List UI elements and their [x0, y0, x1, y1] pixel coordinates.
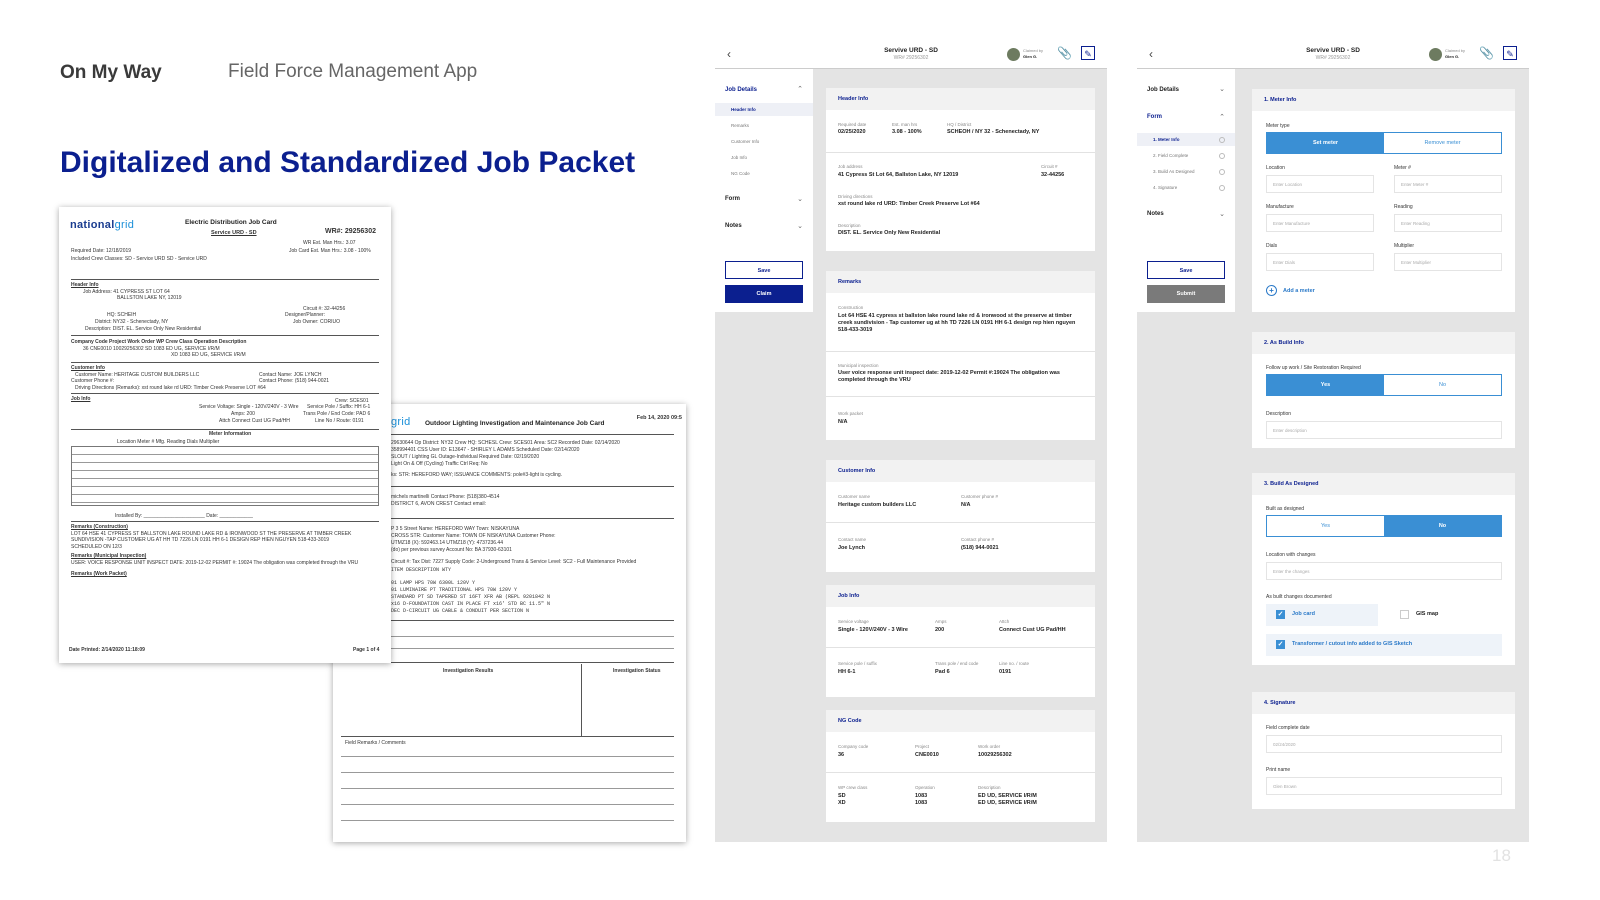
- transformer-checkbox[interactable]: [1266, 634, 1502, 656]
- print-name-input[interactable]: Glen Brown: [1266, 777, 1502, 795]
- customer-info-card: [826, 460, 1095, 572]
- chevron-down-icon[interactable]: ⌄: [797, 223, 803, 230]
- field-label: Multiplier: [1394, 243, 1415, 249]
- sidebar: [715, 69, 813, 312]
- doc1-section: Header Info: [71, 282, 99, 288]
- yes-option[interactable]: Yes: [1267, 516, 1384, 536]
- doc1-section: Remarks (Municipal Inspection): [71, 553, 147, 559]
- doc1-table-row: 36 CNE0010 10029256302 SD 1083 ED UG, SERVICE I/R/M: [83, 346, 220, 352]
- wr-number: WR# 29256302: [1315, 55, 1351, 61]
- brand-title: On My Way: [60, 62, 162, 83]
- location-input[interactable]: Enter Location: [1266, 175, 1374, 193]
- doc1-service: Service URD - SD: [211, 230, 257, 236]
- doc1-municipal: USER: VOICE RESPONSE UNIT INSPECT DATE: 2019-12-02 PERMIT #: 19024 The obligation was completed through the VRU: [71, 560, 359, 566]
- contact-name: Joe Lynch: [838, 545, 865, 551]
- field-label: Line no. / route: [999, 661, 1030, 666]
- follow-up-toggle[interactable]: [1266, 374, 1502, 396]
- field-label: Customer phone #: [961, 494, 999, 499]
- field-complete-date-input[interactable]: 02/24/2020: [1266, 735, 1502, 753]
- card-title: 4. Signature: [1252, 692, 1515, 714]
- gis-map-checkbox[interactable]: [1390, 604, 1502, 626]
- job-description: DIST. EL. Service Only New Residential: [838, 230, 941, 236]
- wp-crew-class: SD XD: [838, 793, 846, 806]
- chevron-down-icon[interactable]: ⌄: [1219, 211, 1225, 218]
- form-screen: [1137, 39, 1529, 842]
- contact-phone: (518) 944-0021: [961, 545, 999, 551]
- dials-input[interactable]: Enter Dials: [1266, 253, 1374, 271]
- doc2-material: ITEM DESCRIPTION WTY: [391, 567, 452, 573]
- card-title: Job Info: [826, 585, 1095, 607]
- status-radio: [1219, 153, 1225, 159]
- field-label: Reading: [1394, 204, 1413, 210]
- doc2-line: 29630644 Op District: NY32 Crew HQ: SCHESL Crew: SCES01 Area: SC2 Recorded Date: 02/14/2020: [391, 440, 620, 446]
- card-title: NG Code: [826, 710, 1095, 732]
- doc2-line: ks: STR: HEREFORD WAY; ISSUANCE COMMENTS: pole#3-light is cycling.: [391, 472, 563, 478]
- claimed-by-label: Claimed by: [1445, 48, 1466, 53]
- avatar: [1429, 48, 1442, 61]
- no-option[interactable]: No: [1384, 516, 1501, 536]
- meter-type-toggle[interactable]: [1266, 132, 1502, 154]
- doc2-material: DEC D-CIRCUIT UG CABLE & CONDUIT PER SECTION N: [391, 608, 530, 614]
- field-label: Service pole / suffix: [838, 661, 877, 666]
- national-grid-logo: grid: [391, 416, 411, 428]
- add-meter-label: Add a meter: [1283, 287, 1315, 294]
- meter-table: [71, 446, 379, 506]
- status-radio: [1219, 137, 1225, 143]
- description-input[interactable]: Enter description: [1266, 421, 1502, 439]
- wr-number: WR# 29256302: [893, 55, 929, 61]
- doc2-date: Feb 14, 2020 09:5: [636, 415, 682, 421]
- field-label: Follow up work / Site Restoration Required: [1266, 365, 1361, 371]
- header-info-card: [826, 88, 1095, 251]
- plus-icon: +: [1266, 285, 1277, 296]
- checkbox-label: Job card: [1292, 611, 1315, 617]
- doc1-page: Page 1 of 4: [353, 647, 380, 653]
- doc2-material: STANDARD PT SD TAPERED ST 16FT XFR AB (REPL 9201842 N: [391, 594, 551, 600]
- doc2-material: 01 LUMINAIRE PT TRADITIONAL HPS 70W 120V Y: [391, 587, 518, 593]
- checkbox-empty-icon: [1400, 610, 1409, 619]
- doc2-line: Light On & Off (Cycling) Traffic Ctrl Req: No: [391, 461, 488, 467]
- attch: Connect Cust UG Pad/HH: [999, 627, 1066, 633]
- submit-button[interactable]: Submit: [1147, 285, 1225, 303]
- field-label: Built as designed: [1266, 506, 1305, 512]
- doc1-line: Description: DIST. EL. Service Only New Residential: [85, 326, 202, 332]
- field-label: Trans pole / end code: [935, 661, 979, 666]
- job-title: Servive URD - SD: [884, 47, 938, 54]
- owner-name: Glen G.: [1023, 54, 1038, 59]
- field-label: Customer name: [838, 494, 871, 499]
- remove-meter-option[interactable]: Remove meter: [1384, 133, 1501, 153]
- doc2-line: DISTRICT 6, AVON CREST Contact email:: [391, 501, 487, 507]
- doc1-line: Service Voltage: Single - 120V/240V - 3 Wire: [199, 404, 299, 410]
- operation: 1083 1083: [915, 793, 928, 806]
- doc1-wr-est: WR Est. Man Hrs.: 3.07: [303, 240, 356, 246]
- nav-header-info[interactable]: Header Info: [731, 107, 756, 112]
- customer-phone: N/A: [961, 502, 971, 508]
- required-date: 02/25/2020: [838, 129, 866, 135]
- doc1-section: Job Info: [71, 396, 91, 402]
- field-label: Field complete date: [1266, 725, 1310, 731]
- back-icon[interactable]: ‹: [1149, 47, 1153, 61]
- nav-meter-info[interactable]: 1. Meter Info: [1153, 137, 1180, 142]
- doc2-line: P 3 5 Street Name: HEREFORD WAY Town: NISKAYUNA: [391, 526, 520, 532]
- back-icon[interactable]: ‹: [727, 47, 731, 61]
- doc2-section: Investigation Results: [443, 668, 494, 674]
- check-icon: ✓: [1277, 641, 1284, 648]
- signature-card: [1252, 692, 1515, 809]
- doc2-title: Outdoor Lighting Investigation and Maintenance Job Card: [425, 420, 605, 427]
- field-label: Circuit #: [1041, 164, 1058, 169]
- nav-build-as-designed[interactable]: 3. Build As Designed: [1153, 169, 1195, 174]
- doc1-line: Customer Phone #:: [71, 378, 115, 384]
- field-label: Location: [1266, 165, 1285, 171]
- doc1-installed-by: Installed By: ______________________ Date: ____________: [115, 513, 253, 519]
- top-bar: [1137, 39, 1529, 69]
- field-label: Amps: [935, 619, 947, 624]
- meter-info-card: [1252, 89, 1515, 312]
- chevron-down-icon[interactable]: ⌄: [1219, 86, 1225, 93]
- remarks-card: [826, 271, 1095, 440]
- doc2-line: SLOUT / Lighting GL Outage-Individual Required Date: 02/19/2020: [391, 454, 540, 460]
- field-label: Meter #: [1394, 165, 1411, 171]
- checkbox-label: Transformer / cutout info added to GIS Sketch: [1292, 641, 1413, 647]
- doc1-jc-est: Job Card Est. Man Hrs.: 3.08 - 100%: [289, 248, 371, 254]
- nav-customer-info[interactable]: Customer Info: [731, 139, 760, 144]
- nav-remarks[interactable]: Remarks: [731, 123, 750, 128]
- doc1-remarks: LOT 64 HSE 41 CYPRESS ST BALLSTON LAKE ROUND LAKE RD & IRONWOOD ST THE PRESERVE AT TIMBER CREEK SUNDIVISION -TAP CUSTOMER UG AT HH TD 7226 LN 0191 HH 6-1 DESIGN REP HIEN NGUYEN 518-433-3019: [71, 531, 352, 543]
- field-label: Operation: [915, 785, 935, 790]
- claim-button[interactable]: Claim: [725, 285, 803, 303]
- no-option[interactable]: No: [1384, 375, 1501, 395]
- construction-remarks: Lot 64 HSE 41 cypress st ballston lake round lake rd & ironwood st the preserve at timber creek sundivision - Tap customer ug at hh TD 7226 LN 0191 HH 6-1 design rep hien nguyen 518-433-3019: [838, 313, 1076, 333]
- field-label: Job address: [838, 164, 863, 169]
- built-as-designed-toggle[interactable]: [1266, 515, 1502, 537]
- field-label: Company code: [838, 744, 869, 749]
- nav-job-info[interactable]: Job Info: [731, 155, 748, 160]
- field-label: Construction: [838, 305, 864, 310]
- electric-distribution-job-card: [59, 207, 391, 663]
- chevron-down-icon[interactable]: ⌄: [797, 196, 803, 203]
- service-voltage: Single - 120V/240V - 3 Wire: [838, 627, 908, 633]
- doc1-line: Job Address: 41 CYPRESS ST LOT 64: [83, 289, 170, 295]
- field-label: Meter type: [1266, 123, 1290, 129]
- project: CNE0010: [915, 752, 939, 758]
- sidebar: [1137, 69, 1235, 312]
- changes-input[interactable]: Enter the changes: [1266, 562, 1502, 580]
- nav-notes[interactable]: Notes: [725, 223, 742, 229]
- card-title: 1. Meter Info: [1252, 89, 1515, 111]
- doc2-line: (do) per previous survey Account No: BA 37930-63101: [391, 547, 512, 553]
- job-title: Servive URD - SD: [1306, 47, 1360, 54]
- field-label: Work order: [978, 744, 1001, 749]
- doc1-wr: WR#: 29256302: [325, 228, 376, 235]
- owner-name: Glen G.: [1445, 54, 1460, 59]
- customer-name: Heritage custom builders LLC: [838, 502, 917, 508]
- field-label: Contact phone #: [961, 537, 995, 542]
- field-label: As built changes documented: [1266, 594, 1332, 600]
- as-build-info-card: [1252, 332, 1515, 448]
- doc1-line: BALLSTON LAKE NY, 12019: [117, 295, 182, 301]
- doc2-line: 358994401 CSS User ID: E13647 - SHIRLEY L ADAMS Scheduled Date: 02/14/2020: [391, 447, 580, 453]
- edit-icon[interactable]: ✎: [1503, 46, 1517, 60]
- ng-code-card: [826, 710, 1095, 822]
- doc2-line: UTMZ18 (X): 592463.14 UTMZ18 (Y): 4737236.44: [391, 540, 503, 546]
- nav-form[interactable]: Form: [725, 196, 740, 202]
- field-label: Print name: [1266, 767, 1291, 773]
- field-label: Description: [1266, 411, 1292, 417]
- field-label: HQ / District: [947, 122, 972, 127]
- doc2-material: x16 D-FOUNDATION CAST IN PLACE FT x16' STD BC 11.5" N: [391, 601, 551, 607]
- service-pole: HH 6-1: [838, 669, 856, 675]
- doc2-section: Investigation Status: [613, 668, 661, 674]
- check-icon: ✓: [1277, 611, 1284, 618]
- field-label: Description: [838, 223, 861, 228]
- multiplier-input[interactable]: Enter Multiplier: [1394, 253, 1502, 271]
- doc1-line: Service Pole / Suffix: HH 6-1: [307, 404, 371, 410]
- doc2-material: 01 LAMP HPS 70W 6300L 120V Y: [391, 580, 476, 586]
- slide-headline: Digitalized and Standardized Job Packet: [60, 146, 636, 179]
- field-label: Manufacture: [1266, 204, 1294, 210]
- field-label: Contact name: [838, 537, 867, 542]
- paperclip-icon[interactable]: 📎: [1057, 46, 1072, 60]
- add-meter-button[interactable]: [1266, 285, 1315, 296]
- card-title: Customer Info: [826, 460, 1095, 482]
- checkbox-label: GIS map: [1416, 611, 1439, 617]
- doc1-section: Customer Info: [71, 365, 105, 371]
- field-label: Location with changes: [1266, 552, 1316, 558]
- claimed-by-label: Claimed by: [1023, 48, 1044, 53]
- nav-field-complete[interactable]: 2. Field Complete: [1153, 153, 1189, 158]
- meter-number-input[interactable]: Enter Meter #: [1394, 175, 1502, 193]
- manufacture-input[interactable]: Enter Manufacture: [1266, 214, 1374, 232]
- ng-description: ED UD, SERVICE I/R/M ED UD, SERVICE I/R/M: [978, 793, 1037, 806]
- job-info-card: [826, 585, 1095, 697]
- field-label: Dials: [1266, 243, 1278, 249]
- field-label: Required date: [838, 122, 867, 127]
- top-bar: [715, 39, 1107, 69]
- doc1-table-header: Company Code Project Work Order WP Crew Class Operation Description: [71, 339, 247, 345]
- doc1-title: Electric Distribution Job Card: [185, 219, 277, 226]
- doc1-line: Designer/Planner:: [285, 312, 326, 318]
- doc1-section: Meter Information: [209, 431, 252, 437]
- paperclip-icon[interactable]: 📎: [1479, 46, 1494, 60]
- reading-input[interactable]: Enter Reading: [1394, 214, 1502, 232]
- doc2-line: CROSS STR: Customer Name: TOWN OF NISKAYUNA Customer Phone:: [391, 533, 556, 539]
- amps: 200: [935, 627, 945, 633]
- card-title: 2. As Build Info: [1252, 332, 1515, 354]
- doc1-section: Remarks (Work Packet): [71, 571, 127, 577]
- set-meter-option[interactable]: Set meter: [1267, 133, 1384, 153]
- national-grid-logo: nationalgrid: [70, 219, 135, 231]
- doc2-line: michels martinelli Contact Phone: (518)380-4514: [391, 494, 500, 500]
- nav-signature[interactable]: 4. Signature: [1153, 185, 1178, 190]
- doc1-crew-classes: Included Crew Classes: SD - Service URD SD - Service URD: [71, 256, 207, 262]
- save-button[interactable]: Save: [725, 261, 803, 279]
- trans-pole: Pad 6: [935, 669, 950, 675]
- field-label: Driving directions: [838, 194, 873, 199]
- doc2-section: Field Remarks / Comments: [345, 740, 406, 746]
- field-label: Attch: [999, 619, 1010, 624]
- status-radio: [1219, 185, 1225, 191]
- municipal-inspection: User voice response unit inspect date: 2019-12-02 Permit #:19024 The obligation was completed through the VRU: [838, 370, 1060, 383]
- doc1-line: Driving Directions (Remarks): xst round lake rd URD: Timber Creek Preserve LOT #64: [75, 385, 266, 391]
- doc1-section: Remarks (Construction): [71, 524, 128, 530]
- field-label: Description: [978, 785, 1001, 790]
- chevron-up-icon[interactable]: ⌃: [797, 86, 803, 93]
- card-title: Header Info: [826, 88, 1095, 110]
- nav-notes[interactable]: Notes: [1147, 211, 1164, 217]
- doc1-line: HQ: SCHEIH: [107, 312, 137, 318]
- avatar: [1007, 48, 1020, 61]
- job-details-screen: [715, 39, 1107, 842]
- circuit-number: 32-44256: [1041, 172, 1065, 178]
- doc1-required-date: Required Date: 12/18/2019: [71, 248, 132, 254]
- doc2-line: Circuit #: Tax Dist: 7227 Supply Code: 2-Underground Trans & Service Level: SC2 - Full Maintenance Provided: [391, 559, 637, 565]
- field-label: Est. man hrs: [892, 122, 918, 127]
- job-card-checkbox[interactable]: [1266, 604, 1378, 626]
- card-title: Remarks: [826, 271, 1095, 293]
- yes-option[interactable]: Yes: [1267, 375, 1384, 395]
- doc1-line: Customer Name: HERITAGE CUSTOM BUILDERS LLC: [75, 372, 200, 378]
- doc1-line: Contact Phone: (518) 944-0021: [259, 378, 330, 384]
- work-order: 10029256302: [978, 752, 1012, 758]
- nav-ng-code[interactable]: NG Code: [731, 171, 750, 176]
- est-man-hours: 3.08 - 100%: [892, 129, 922, 135]
- card-title: 3. Build As Designed: [1252, 473, 1515, 495]
- job-address: 41 Cypress St Lot 64, Ballston Lake, NY 12019: [838, 172, 959, 178]
- doc1-date-printed: Date Printed: 2/14/2020 11:18:09: [69, 647, 145, 653]
- doc1-line: Contact Name: JOE LYNCH: [259, 372, 322, 378]
- doc1-meter-cols: Location Meter # Mfg. Reading Dials Multiplier: [117, 439, 220, 445]
- line-route: 0191: [999, 669, 1012, 675]
- field-label: Work packet: [838, 411, 863, 416]
- build-as-designed-card: [1252, 473, 1515, 665]
- field-label: Municipal inspection: [838, 363, 879, 368]
- field-label: WP crew class: [838, 785, 868, 790]
- page-number: 18: [1492, 846, 1511, 865]
- doc1-line: SCHEDULED ON 12/3: [71, 544, 122, 550]
- nav-job-details[interactable]: Job Details: [725, 87, 758, 93]
- driving-directions: xst round lake rd URD: Timber Creek Preserve Lot #64: [838, 201, 980, 207]
- doc1-table-row: XD 1083 ED UG, SERVICE I/R/M: [171, 352, 246, 358]
- app-subtitle: Field Force Management App: [228, 61, 478, 82]
- doc1-line: Circuit #: 32-44256: [303, 306, 346, 312]
- nav-form[interactable]: Form: [1147, 114, 1162, 120]
- nav-job-details[interactable]: Job Details: [1147, 87, 1180, 93]
- status-radio: [1219, 169, 1225, 175]
- doc1-line: Amps: 200: [231, 411, 255, 417]
- chevron-up-icon[interactable]: ⌃: [1219, 114, 1225, 121]
- field-label: Service voltage: [838, 619, 869, 624]
- doc1-line: Job Owner: CORIUO: [293, 319, 340, 325]
- edit-icon[interactable]: ✎: [1081, 46, 1095, 60]
- save-button[interactable]: Save: [1147, 261, 1225, 279]
- work-packet: N/A: [838, 419, 848, 425]
- doc1-line: Crew: SCES01: [335, 398, 369, 404]
- doc1-line: District: NY32 - Schenectady, NY: [95, 319, 169, 325]
- doc1-line: Trans Pole / End Code: PAD 6: [303, 411, 371, 417]
- hq-district: SCHEOH / NY 32 - Schenectady, NY: [947, 129, 1040, 135]
- company-code: 36: [838, 752, 845, 758]
- doc1-line: Line No / Route: 0191: [315, 418, 364, 424]
- field-label: Project: [915, 744, 930, 749]
- doc1-line: Attch Connect Cust UG Pad/HH: [219, 418, 290, 424]
